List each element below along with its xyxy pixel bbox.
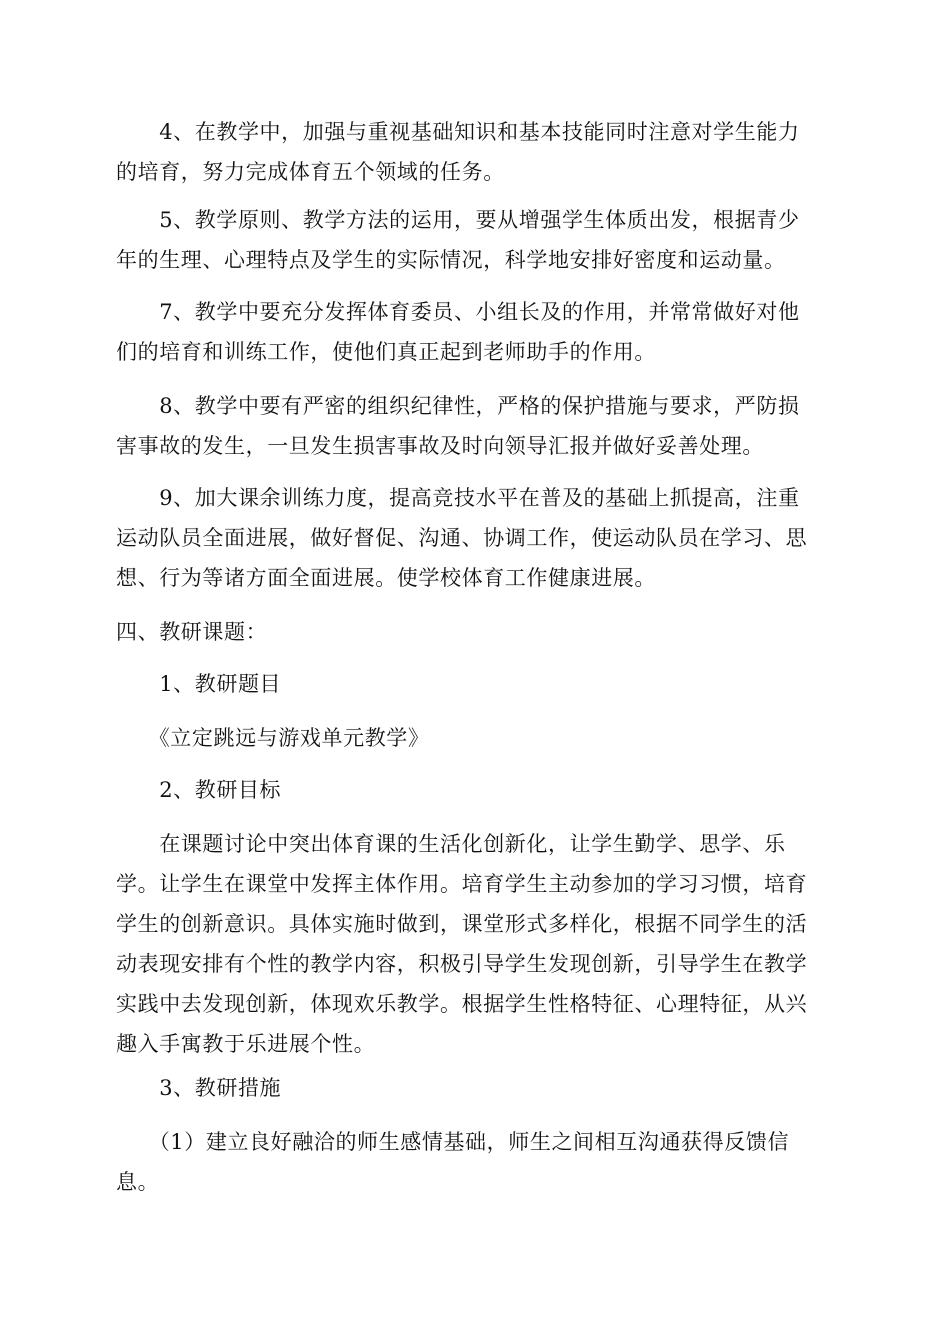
paragraph-item-4	[116, 112, 832, 192]
text-line: 学。让学生在课堂中发挥主体作用。培育学生主动参加的学习习惯，培育	[116, 872, 808, 896]
text-line: 息。	[116, 1170, 160, 1194]
goal-heading	[116, 770, 832, 810]
text-line: 趣入手寓教于乐进展个性。	[116, 1032, 376, 1056]
text-line: 5、教学原则、教学方法的运用，要从增强学生体质出发，根据青少	[116, 208, 800, 232]
text-line: 3、教研措施	[116, 1076, 282, 1100]
text-line: 害事故的发生，一旦发生损害事故及时向领导汇报并做好妥善处理。	[116, 434, 764, 458]
text-line: 们的培育和训练工作，使他们真正起到老师助手的作用。	[116, 340, 656, 364]
paragraph-item-5	[116, 200, 832, 280]
paragraph-item-8	[116, 386, 832, 466]
text-line: 实践中去发现创新，体现欢乐教学。根据学生性格特征、心理特征，从兴	[116, 992, 808, 1016]
text-line: 想、行为等诸方面全面进展。使学校体育工作健康进展。	[116, 566, 656, 590]
text-line: 年的生理、心理特点及学生的实际情况，科学地安排好密度和运动量。	[116, 248, 786, 272]
topic-title	[116, 718, 832, 758]
text-line: 8、教学中要有严密的组织纪律性，严格的保护措施与要求，严防损	[116, 394, 800, 418]
text-line: 四、教研课题：	[116, 620, 268, 644]
text-line: 9、加大课余训练力度，提高竞技水平在普及的基础上抓提高，注重	[116, 486, 800, 510]
topic-heading	[116, 664, 832, 704]
text-line: 在课题讨论中突出体育课的生活化创新化，让学生勤学、思学、乐	[116, 832, 786, 856]
text-line: 动表现安排有个性的教学内容，积极引导学生发现创新，引导学生在教学	[116, 952, 808, 976]
paragraph-item-9	[116, 478, 832, 598]
section-heading-4	[116, 612, 832, 652]
measures-heading	[116, 1068, 832, 1108]
text-line: （1）建立良好融洽的师生感情基础，师生之间相互沟通获得反馈信	[116, 1130, 790, 1154]
paragraph-item-7	[116, 292, 832, 372]
text-line: 《立定跳远与游戏单元教学》	[116, 726, 430, 750]
paragraph-measure-1	[116, 1122, 832, 1202]
text-line: 7、教学中要充分发挥体育委员、小组长及的作用，并常常做好对他	[116, 300, 800, 324]
text-line: 1、教研题目	[116, 672, 282, 696]
text-line: 学生的创新意识。具体实施时做到，课堂形式多样化，根据不同学生的活	[116, 912, 808, 936]
text-line: 2、教研目标	[116, 778, 282, 802]
text-line: 的培育，努力完成体育五个领域的任务。	[116, 160, 505, 184]
goal-body	[116, 824, 832, 1064]
text-line: 运动队员全面进展，做好督促、沟通、协调工作，使运动队员在学习、思	[116, 526, 808, 550]
text-line: 4、在教学中，加强与重视基础知识和基本技能同时注意对学生能力	[116, 120, 800, 144]
